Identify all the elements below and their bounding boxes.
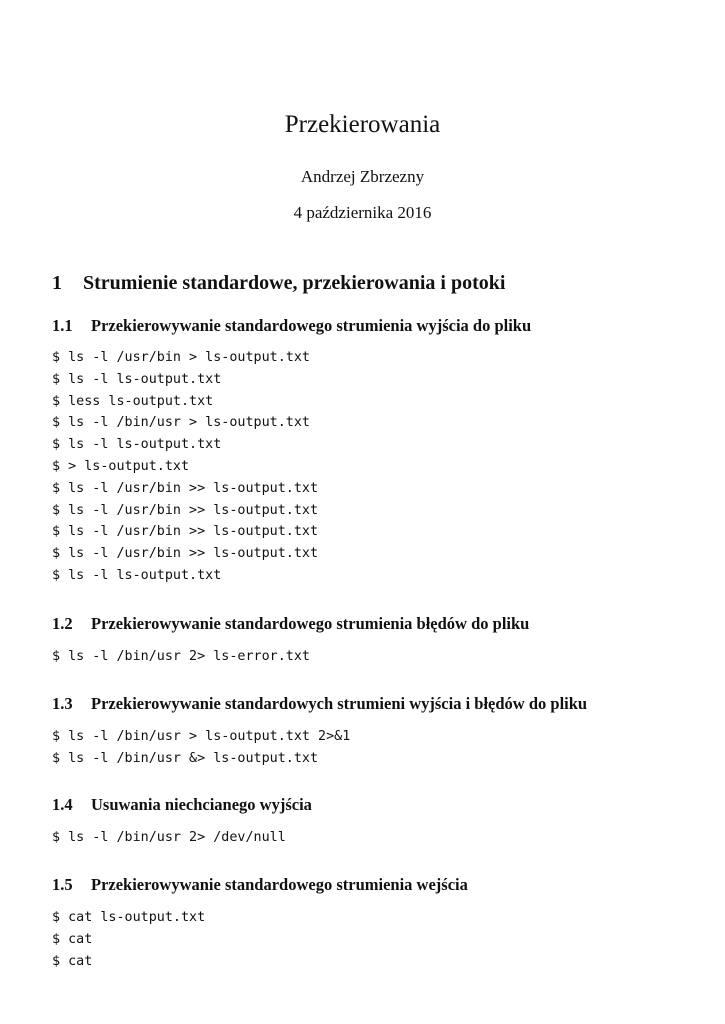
command-line: $ cat	[52, 931, 93, 947]
subsection-number: 1.1	[52, 316, 73, 335]
subsection-number: 1.2	[52, 614, 73, 633]
command-line: $ > ls-output.txt	[52, 458, 190, 474]
subsection-heading-1-2	[52, 612, 529, 636]
command-line: $ ls -l /bin/usr > ls-output.txt 2>&1	[52, 729, 351, 744]
command-line: $ ls -l ls-output.txt	[52, 437, 222, 453]
section-title: Strumienie standardowe, przekierowania i potoki	[83, 272, 506, 294]
command-line: $ ls -l /bin/usr 2> /dev/null	[52, 830, 286, 845]
command-line: $ ls -l /bin/usr 2> ls-error.txt	[52, 649, 310, 664]
subsection-title: Przekierowywanie standardowego strumienia wyjścia do pliku	[91, 316, 532, 335]
subsection-number: 1.3	[52, 694, 73, 713]
command-line: $ ls -l ls-output.txt	[52, 371, 222, 387]
section-number: 1	[52, 272, 62, 294]
code-block-1-4	[52, 827, 286, 849]
document-title: Przekierowania	[284, 111, 441, 138]
document-author: Andrzej Zbrzezny	[300, 167, 425, 186]
code-block-1-3	[52, 726, 350, 770]
section-heading	[52, 269, 505, 297]
command-line: $ ls -l /usr/bin >> ls-output.txt	[52, 502, 319, 518]
code-block-1-5	[52, 907, 205, 972]
command-line: $ ls -l /bin/usr > ls-output.txt	[52, 415, 310, 431]
command-line: $ ls -l /bin/usr &> ls-output.txt	[52, 750, 319, 766]
command-line: $ cat	[52, 953, 93, 969]
subsection-title: Usuwania niechcianego wyjścia	[91, 795, 312, 814]
subsection-number: 1.5	[52, 875, 73, 894]
subsection-title: Przekierowywanie standardowego strumienia wejścia	[91, 875, 468, 894]
command-line: $ ls -l ls-output.txt	[52, 567, 222, 583]
command-line: $ ls -l /usr/bin >> ls-output.txt	[52, 480, 319, 496]
command-line: $ ls -l /usr/bin > ls-output.txt	[52, 350, 310, 365]
subsection-heading-1-4	[52, 793, 312, 817]
command-line: $ cat ls-output.txt	[52, 910, 206, 925]
subsection-title: Przekierowywanie standardowych strumieni wyjścia i błędów do pliku	[91, 694, 588, 713]
code-block-1-2	[52, 646, 310, 668]
command-line: $ ls -l /usr/bin >> ls-output.txt	[52, 524, 319, 540]
subsection-heading-1-5	[52, 873, 468, 897]
subsection-heading-1-3	[52, 692, 587, 716]
subsection-number: 1.4	[52, 795, 73, 814]
document-date: 4 października 2016	[293, 203, 432, 222]
subsection-title: Przekierowywanie standardowego strumienia błędów do pliku	[91, 614, 530, 633]
code-block-1-1	[52, 347, 318, 587]
command-line: $ ls -l /usr/bin >> ls-output.txt	[52, 546, 319, 562]
command-line: $ less ls-output.txt	[52, 393, 214, 409]
subsection-heading-1-1	[52, 314, 531, 338]
